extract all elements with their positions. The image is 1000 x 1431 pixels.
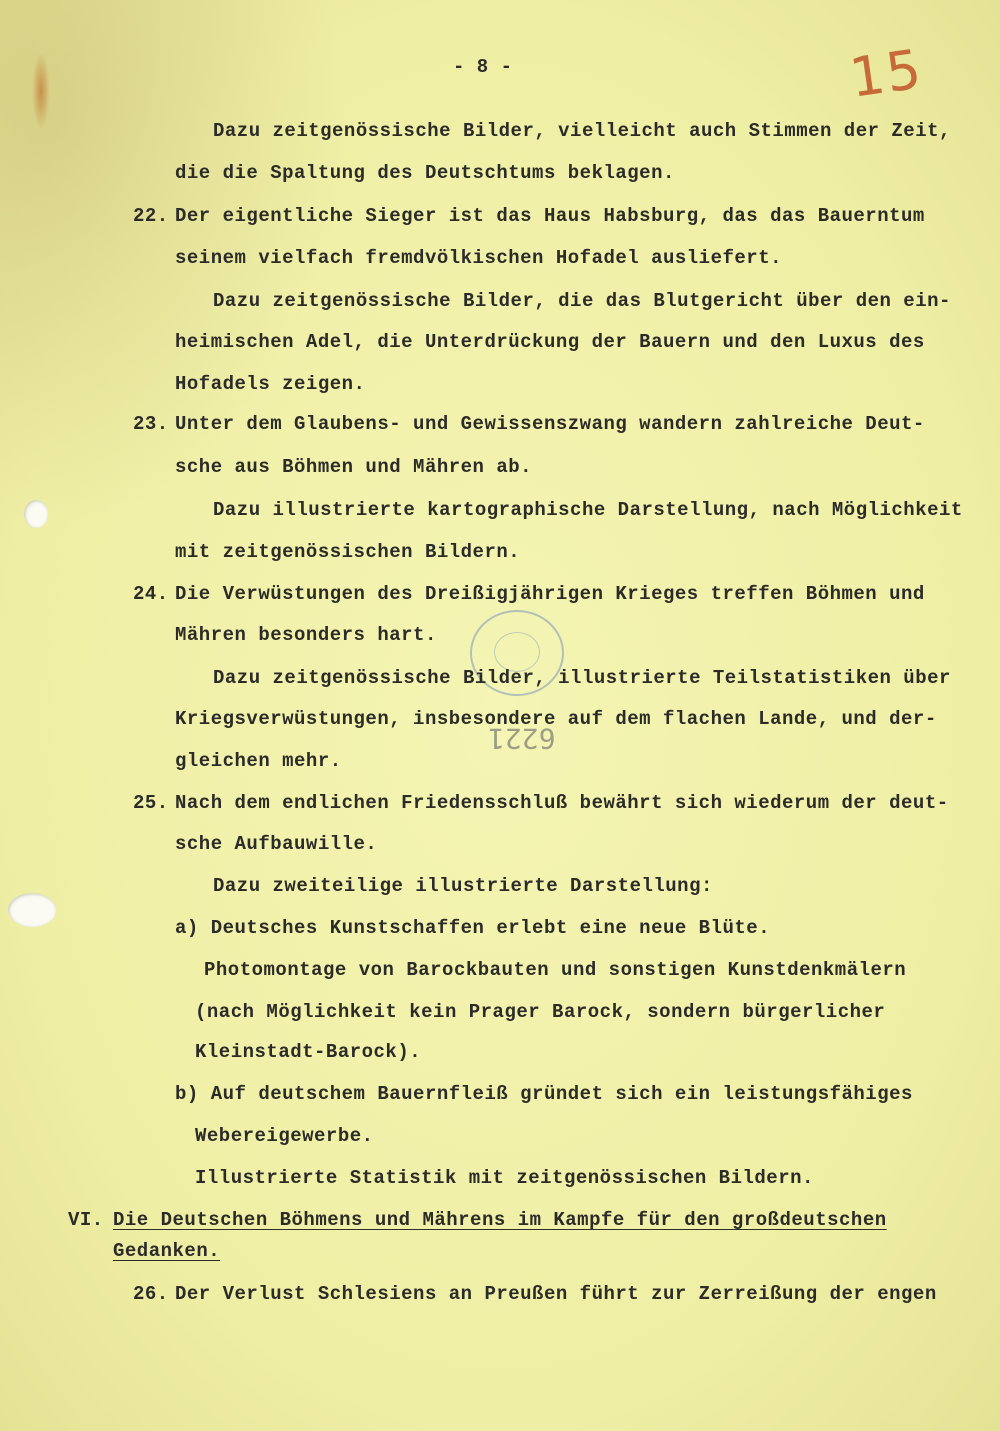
text-line: Illustrierte Statistik mit zeitgenössischen Bildern. xyxy=(195,1167,814,1189)
text-line: Gedanken. xyxy=(113,1240,221,1262)
text-line: Mähren besonders hart. xyxy=(175,624,437,646)
item-22 xyxy=(133,205,925,227)
section-VI-heading xyxy=(68,1209,887,1231)
text-line: gleichen mehr. xyxy=(175,750,342,772)
text-line: Dazu zeitgenössische Bilder, vielleicht auch Stimmen der Zeit, xyxy=(213,120,951,142)
text-line: heimischen Adel, die Unterdrückung der Bauern und den Luxus des xyxy=(175,331,925,353)
text-line: sche aus Böhmen und Mähren ab. xyxy=(175,456,533,478)
text-line: Unter dem Glaubens- und Gewissenszwang wandern zahlreiche Deut- xyxy=(175,413,925,435)
text-line: Nach dem endlichen Friedensschluß bewährt sich wiederum der deut- xyxy=(175,792,949,814)
folio-number: 15 xyxy=(845,37,927,110)
section-number: VI. xyxy=(68,1209,104,1231)
text-line: a) Deutsches Kunstschaffen erlebt eine neue Blüte. xyxy=(175,917,771,939)
item-25 xyxy=(133,792,949,814)
text-line: seinem vielfach fremdvölkischen Hofadel ausliefert. xyxy=(175,247,782,269)
text-line: b) Auf deutschem Bauernfleiß gründet sich ein leistungsfähiges xyxy=(175,1083,913,1105)
rust-stain xyxy=(32,52,50,130)
text-line: Die Verwüstungen des Dreißigjährigen Krieges treffen Böhmen und xyxy=(175,583,925,605)
section-title: Die Deutschen Böhmens und Mährens im Kampfe für den großdeutschen xyxy=(113,1209,887,1231)
text-line: sche Aufbauwille. xyxy=(175,833,378,855)
section-title-continued xyxy=(113,1240,220,1262)
text-line: Hofadels zeigen. xyxy=(175,373,366,395)
stamp-number: 6221 xyxy=(488,722,556,755)
text-line: (nach Möglichkeit kein Prager Barock, sondern bürgerlicher xyxy=(195,1001,886,1023)
text-line: die die Spaltung des Deutschtums beklagen. xyxy=(175,162,675,184)
page-number: - 8 - xyxy=(453,56,513,78)
text-line: Dazu zweiteilige illustrierte Darstellung: xyxy=(213,875,713,897)
text-line: Webereigewerbe. xyxy=(195,1125,374,1147)
item-number: 22. xyxy=(133,205,169,227)
punch-hole xyxy=(8,893,56,927)
text-line: Photomontage von Barockbauten und sonstigen Kunstdenkmälern xyxy=(204,959,907,981)
item-number: 24. xyxy=(133,583,169,605)
item-23 xyxy=(133,413,925,435)
item-26 xyxy=(133,1283,937,1305)
item-number: 26. xyxy=(133,1283,169,1305)
item-number: 25. xyxy=(133,792,169,814)
item-24 xyxy=(133,583,925,605)
text-line: Dazu zeitgenössische Bilder, illustrierte Teilstatistiken über xyxy=(213,667,951,689)
item-number: 23. xyxy=(133,413,169,435)
text-line: Der Verlust Schlesiens an Preußen führt zur Zerreißung der engen xyxy=(175,1283,937,1305)
punch-hole xyxy=(24,500,48,528)
text-line: Kleinstadt-Barock). xyxy=(195,1041,422,1063)
text-line: mit zeitgenössischen Bildern. xyxy=(175,541,521,563)
text-line: Kriegsverwüstungen, insbesondere auf dem flachen Lande, und der- xyxy=(175,708,937,730)
text-line: Der eigentliche Sieger ist das Haus Habsburg, das das Bauerntum xyxy=(175,205,925,227)
text-line: Dazu illustrierte kartographische Darstellung, nach Möglichkeit xyxy=(213,499,963,521)
text-line: Dazu zeitgenössische Bilder, die das Blutgericht über den ein- xyxy=(213,290,951,312)
